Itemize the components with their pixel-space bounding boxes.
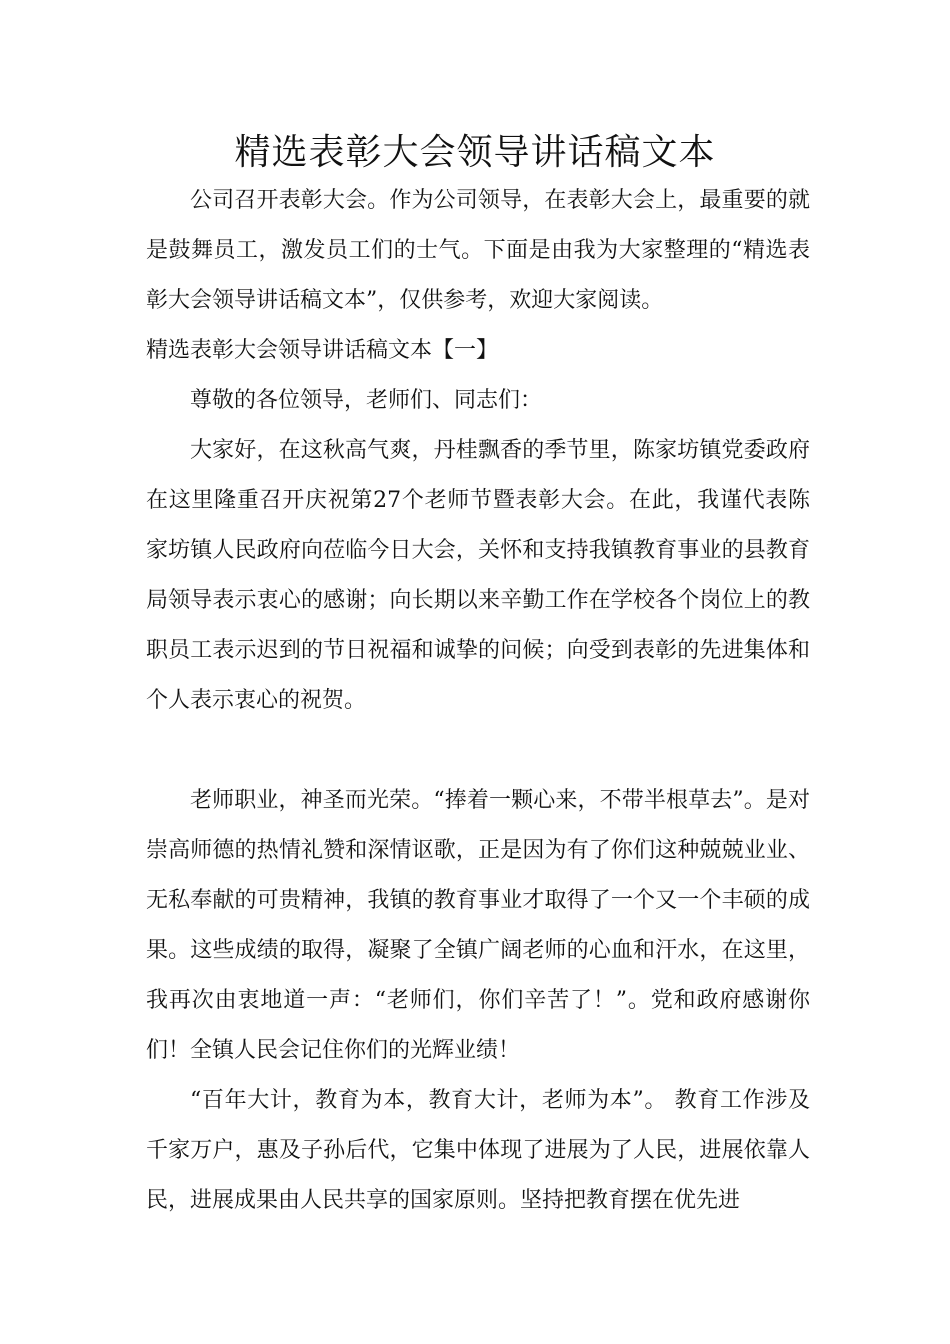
intro-paragraph: 公司召开表彰大会。作为公司领导，在表彰大会上，最重要的就是鼓舞员工，激发员工们的士气。下面是由我为大家整理的“精选表彰大会领导讲话稿文本”，仅供参考，欢迎大家阅读。 (146, 188, 810, 313)
salutation-paragraph: 尊敬的各位领导，老师们、同志们： (190, 388, 543, 413)
paragraph-spacer (146, 726, 810, 776)
body-paragraph-3: “百年大计，教育为本，教育大计，老师为本”。 教育工作涉及千家万户，惠及子孙后代，它集中体现了进展为了人民，进展依靠人民，进展成果由人民共享的国家原则。坚持把教育摆在优先进 (146, 1088, 810, 1213)
document-body (146, 176, 810, 1226)
document-title: 精选表彰大会领导讲话稿文本 (234, 132, 716, 173)
body-paragraph-1: 大家好，在这秋高气爽，丹桂飘香的季节里，陈家坊镇党委政府在这里隆重召开庆祝第27个老师节暨表彰大会。在此，我谨代表陈家坊镇人民政府向莅临今日大会，关怀和支持我镇教育事业的县教育局领导表示衷心的感谢；向长期以来辛勤工作在学校各个岗位上的教职员工表示迟到的节日祝福和诚挚的问候；向受到表彰的先进集体和个人表示衷心的祝贺。 (146, 438, 810, 713)
section-heading: 精选表彰大会领导讲话稿文本【一】 (146, 338, 499, 363)
body-paragraph-2: 老师职业，神圣而光荣。“捧着一颗心来，不带半根草去”。是对崇高师德的热情礼赞和深情讴歌，正是因为有了你们这种兢兢业业、无私奉献的可贵精神，我镇的教育事业才取得了一个又一个丰硕的成果。这些成绩的取得，凝聚了全镇广阔老师的心血和汗水，在这里，我再次由衷地道一声：“老师们，你们辛苦了！”。党和政府感谢你们！全镇人民会记住你们的光辉业绩！ (146, 788, 810, 1063)
